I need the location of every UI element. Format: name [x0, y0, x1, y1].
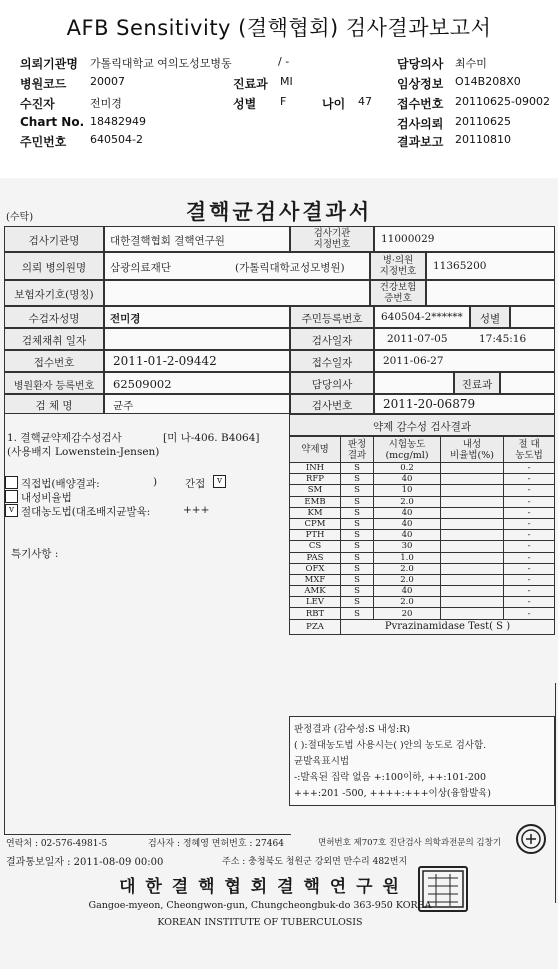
sens-row [290, 597, 555, 608]
direct-close: ) [153, 476, 158, 488]
value-specimen: 균주 [104, 394, 290, 414]
sens-cell-concentration: 1.0 [374, 552, 441, 563]
sens-row [290, 496, 555, 507]
value-insurance-no [426, 280, 555, 306]
sens-cell-concentration: 40 [374, 518, 441, 529]
sens-cell-concentration: 10 [374, 485, 441, 496]
left-panel [4, 414, 291, 835]
sens-cell-drug: EMB [290, 496, 341, 507]
sens-cell-result: S [341, 608, 374, 619]
ratio-method: 내성비율법 [21, 492, 72, 504]
footer-report-date: 결과통보일자 : 2011-08-09 00:00 [6, 857, 164, 868]
sens-cell-result: S [341, 496, 374, 507]
remarks-label: 특기사항 : [11, 548, 59, 560]
label-result-report: 결과보고 [397, 135, 444, 149]
label-institution: 의뢰기관명 [20, 57, 78, 71]
sens-cell-ratio [441, 518, 504, 529]
sens-cell-ratio [441, 507, 504, 518]
sens-cell-ratio [441, 552, 504, 563]
sens-cell-drug: RBT [290, 608, 341, 619]
value-age: 47 [358, 95, 372, 108]
sens-cell-ratio [441, 541, 504, 552]
report-title: AFB Sensitivity (결핵협회) 검사결과보고서 [66, 16, 492, 40]
test-medium: (사용배지 Lowenstein-Jensen) [7, 446, 160, 458]
label-dept-doc: 진료과 [454, 372, 500, 394]
sens-cell-absolute: - [504, 574, 555, 585]
label-insurance-no: 건강보험 증번호 [370, 280, 426, 306]
label-rrn-full: 주민등록번호 [290, 306, 374, 328]
pza-value: Pvrazinamidase Test( S ) [341, 619, 555, 634]
label-receipt-no: 접수번호 [397, 97, 444, 111]
value-chart-no: 18482949 [90, 115, 146, 128]
value-hospital: 삼광의료재단 (가톨릭대학교성모병원) [104, 252, 370, 280]
value-insurer [104, 280, 370, 306]
value-doctor-doc [374, 372, 454, 394]
sens-cell-absolute: - [504, 485, 555, 496]
sens-cell-ratio [441, 474, 504, 485]
sens-cell-concentration: 2.0 [374, 574, 441, 585]
value-clinical-info: O14B208X0 [455, 75, 521, 88]
sens-row [290, 563, 555, 574]
indirect-method: 간접 [185, 478, 206, 490]
sens-cell-absolute: - [504, 597, 555, 608]
value-doctor: 최수미 [455, 57, 487, 70]
sens-cell-result: S [341, 507, 374, 518]
footer-address-kr: 주소 : 충청북도 청원군 강외면 만수리 482번지 [222, 857, 408, 867]
label-receipt-doc: 접수번호 [4, 350, 104, 372]
value-hospital-sub: (가톨릭대학교성모병원) [235, 262, 345, 274]
label-receipt-date: 접수일자 [290, 350, 374, 372]
sens-cell-concentration: 2.0 [374, 597, 441, 608]
sens-cell-ratio [441, 608, 504, 619]
value-institution: 가톨릭대학교 여의도성모병동 [90, 57, 232, 70]
label-specimen: 검 체 명 [4, 394, 104, 414]
value-result-report: 20110810 [455, 133, 511, 146]
sens-cell-result: S [341, 552, 374, 563]
sens-cell-result: S [341, 574, 374, 585]
sens-cell-result: S [341, 541, 374, 552]
label-patient-reg: 병원환자 등록번호 [4, 372, 104, 394]
sens-cell-concentration: 40 [374, 474, 441, 485]
absolute-method: 절대농도법(대조배지균발육: [21, 506, 151, 518]
label-patient: 수진자 [20, 97, 55, 111]
pza-label: PZA [290, 619, 341, 634]
label-inst-no: 검사기관 지정번호 [290, 226, 374, 252]
sens-row [290, 518, 555, 529]
sens-title: 약제 감수성 검사결과 [373, 421, 471, 433]
label-doctor: 담당의사 [397, 57, 444, 71]
value-hospital-code: 20007 [90, 75, 125, 88]
sens-row [290, 507, 555, 518]
value-test-request: 20110625 [455, 115, 511, 128]
sens-cell-drug: RFP [290, 474, 341, 485]
sens-header-conc: 시험농도 (mcg/ml) [374, 437, 441, 463]
label-sex: 성별 [233, 97, 257, 111]
value-patient: 전미경 [90, 97, 122, 110]
label-insurer: 보험자기호(명칭) [4, 280, 104, 306]
value-inst-no: 11000029 [374, 226, 555, 252]
sens-cell-drug: MXF [290, 574, 341, 585]
sens-cell-absolute: - [504, 586, 555, 597]
sens-cell-result: S [341, 485, 374, 496]
legend-line-4: -:발육된 집락 없음 +:100이하, ++:101-200 [294, 772, 486, 783]
label-doctor-doc: 담당의사 [290, 372, 374, 394]
sens-row [290, 485, 555, 496]
footer-org-kr: 대 한 결 핵 협 회 결 핵 연 구 원 [119, 877, 401, 897]
label-clinical-info: 임상정보 [397, 77, 444, 91]
value-rrn: 640504-2 [90, 133, 143, 146]
sens-cell-drug: LEV [290, 597, 341, 608]
round-seal [516, 824, 546, 854]
value-sex: F [280, 95, 287, 108]
label-inst: 검사기관명 [4, 226, 104, 252]
sens-cell-absolute: - [504, 552, 555, 563]
checkbox-direct [5, 476, 18, 489]
label-test-request: 검사의뢰 [397, 117, 444, 131]
sens-cell-ratio [441, 496, 504, 507]
sens-cell-result: S [341, 474, 374, 485]
label-chart-no: Chart No. [20, 115, 85, 129]
value-receipt-doc: 2011-01-2-09442 [104, 350, 290, 372]
value-examinee: 전미경 [104, 306, 290, 328]
value-patient-reg: 62509002 [104, 372, 290, 394]
sens-cell-absolute: - [504, 496, 555, 507]
checkbox-ratio [5, 490, 18, 503]
value-receipt-no: 20110625-09002 [455, 95, 550, 108]
sens-cell-drug: PTH [290, 530, 341, 541]
sens-cell-concentration: 40 [374, 586, 441, 597]
label-test-no: 검사번호 [290, 394, 374, 414]
value-sex-doc [510, 306, 555, 328]
sensitivity-table [289, 436, 555, 635]
sens-cell-concentration: 30 [374, 541, 441, 552]
legend-box [289, 716, 555, 806]
absolute-growth: +++ [183, 504, 210, 516]
checkbox-indirect: v [213, 475, 226, 488]
sens-header-drug: 약제명 [290, 437, 341, 463]
direct-method: 직접법(배양결과: [21, 478, 100, 490]
sens-cell-result: S [341, 563, 374, 574]
footer-examiner: 검사자 : 정혜영 면허번호 : 27464 [148, 839, 284, 849]
sens-cell-result: S [341, 530, 374, 541]
sens-cell-ratio [441, 530, 504, 541]
sens-cell-drug: AMK [290, 586, 341, 597]
sens-title-bar [289, 414, 555, 436]
label-test-date: 검사일자 [290, 328, 374, 350]
value-inst: 대한결핵협회 결핵연구원 [104, 226, 290, 252]
sens-cell-concentration: 40 [374, 507, 441, 518]
sens-header-result: 판정 결과 [341, 437, 374, 463]
sens-cell-concentration: 0.2 [374, 463, 441, 474]
sens-cell-concentration: 20 [374, 608, 441, 619]
value-test-time: 17:45:16 [479, 333, 527, 345]
value-department: MI [280, 75, 293, 88]
label-sex-doc: 성별 [470, 306, 510, 328]
value-dept-doc [500, 372, 555, 394]
sens-cell-absolute: - [504, 608, 555, 619]
sens-cell-drug: CPM [290, 518, 341, 529]
sens-row [290, 541, 555, 552]
sens-header-ratio: 내성 비율법(%) [441, 437, 504, 463]
sens-cell-drug: INH [290, 463, 341, 474]
label-rrn: 주민번호 [20, 135, 67, 149]
label-hospital-no: 병·의원 지정번호 [370, 252, 426, 280]
value-hospital-no: 11365200 [426, 252, 555, 280]
sens-cell-drug: SM [290, 485, 341, 496]
sens-cell-result: S [341, 597, 374, 608]
sens-cell-drug: CS [290, 541, 341, 552]
scanned-report [0, 178, 558, 969]
test-name: 1. 결핵균약제감수성검사 [7, 432, 122, 444]
sens-row [290, 586, 555, 597]
sens-cell-concentration: 2.0 [374, 496, 441, 507]
sens-cell-absolute: - [504, 563, 555, 574]
label-department: 진료과 [233, 77, 268, 91]
sens-cell-absolute: - [504, 530, 555, 541]
value-collection-date [104, 328, 290, 350]
label-age: 나이 [322, 97, 346, 111]
sens-header-absolute: 절 대 농도법 [504, 437, 555, 463]
sens-cell-concentration: 40 [374, 530, 441, 541]
sens-row [290, 608, 555, 619]
footer-address-en: Gangoe-myeon, Cheongwon-gun, Chungcheongbuk-do 363-950 KOREA [88, 900, 432, 911]
value-institution-extra: / - [278, 55, 290, 68]
value-receipt-date: 2011-06-27 [374, 350, 555, 372]
label-collection-date: 검체채취 일자 [4, 328, 104, 350]
sens-cell-ratio [441, 485, 504, 496]
value-test-no: 2011-20-06879 [374, 394, 555, 414]
legend-line-3: 균발육표시법 [294, 756, 350, 767]
sens-cell-ratio [441, 574, 504, 585]
report-doc-title: 결핵균검사결과서 [185, 199, 373, 224]
sens-cell-result: S [341, 586, 374, 597]
sens-row [290, 463, 555, 474]
legend-line-2: ( ):절대농도법 사용시는( )안의 농도로 검사함. [294, 740, 487, 751]
sens-cell-absolute: - [504, 518, 555, 529]
sens-cell-absolute: - [504, 541, 555, 552]
label-hospital-code: 병원코드 [20, 77, 67, 91]
legend-line-1: 판정결과 (감수성:S 내성:R) [294, 724, 411, 735]
sens-row [290, 574, 555, 585]
test-code: [미 나-406. B4064] [163, 432, 260, 444]
sens-cell-ratio [441, 463, 504, 474]
footer-license: 면허번호 제707호 진단검사 의학과전문의 김창기 [318, 838, 502, 848]
footer-contact: 연락처 : 02-576-4981-5 [6, 839, 108, 849]
sens-cell-result: S [341, 463, 374, 474]
value-rrn-full: 640504-2****** [374, 306, 470, 328]
sens-cell-absolute: - [504, 463, 555, 474]
sens-cell-concentration: 2.0 [374, 563, 441, 574]
square-seal [418, 866, 468, 912]
sens-cell-ratio [441, 597, 504, 608]
sens-row [290, 530, 555, 541]
sens-row [290, 552, 555, 563]
checkbox-absolute: v [5, 504, 18, 517]
value-test-date: 2011-07-05 17:45:16 [374, 328, 555, 350]
sens-cell-ratio [441, 563, 504, 574]
sens-row [290, 474, 555, 485]
sens-cell-absolute: - [504, 507, 555, 518]
sens-cell-drug: KM [290, 507, 341, 518]
label-hospital: 의뢰 병의원명 [4, 252, 104, 280]
label-examinee: 수검자성명 [4, 306, 104, 328]
sens-cell-drug: PAS [290, 552, 341, 563]
sens-cell-drug: OFX [290, 563, 341, 574]
legend-line-5: +++:201 -500, ++++:+++이상(융합발육) [294, 788, 492, 799]
sens-cell-result: S [341, 518, 374, 529]
sens-cell-absolute: - [504, 474, 555, 485]
sens-cell-ratio [441, 586, 504, 597]
footer-org-en: KOREAN INSTITUTE OF TUBERCULOSIS [157, 917, 363, 928]
consignment-tag: (수탁) [6, 212, 34, 223]
